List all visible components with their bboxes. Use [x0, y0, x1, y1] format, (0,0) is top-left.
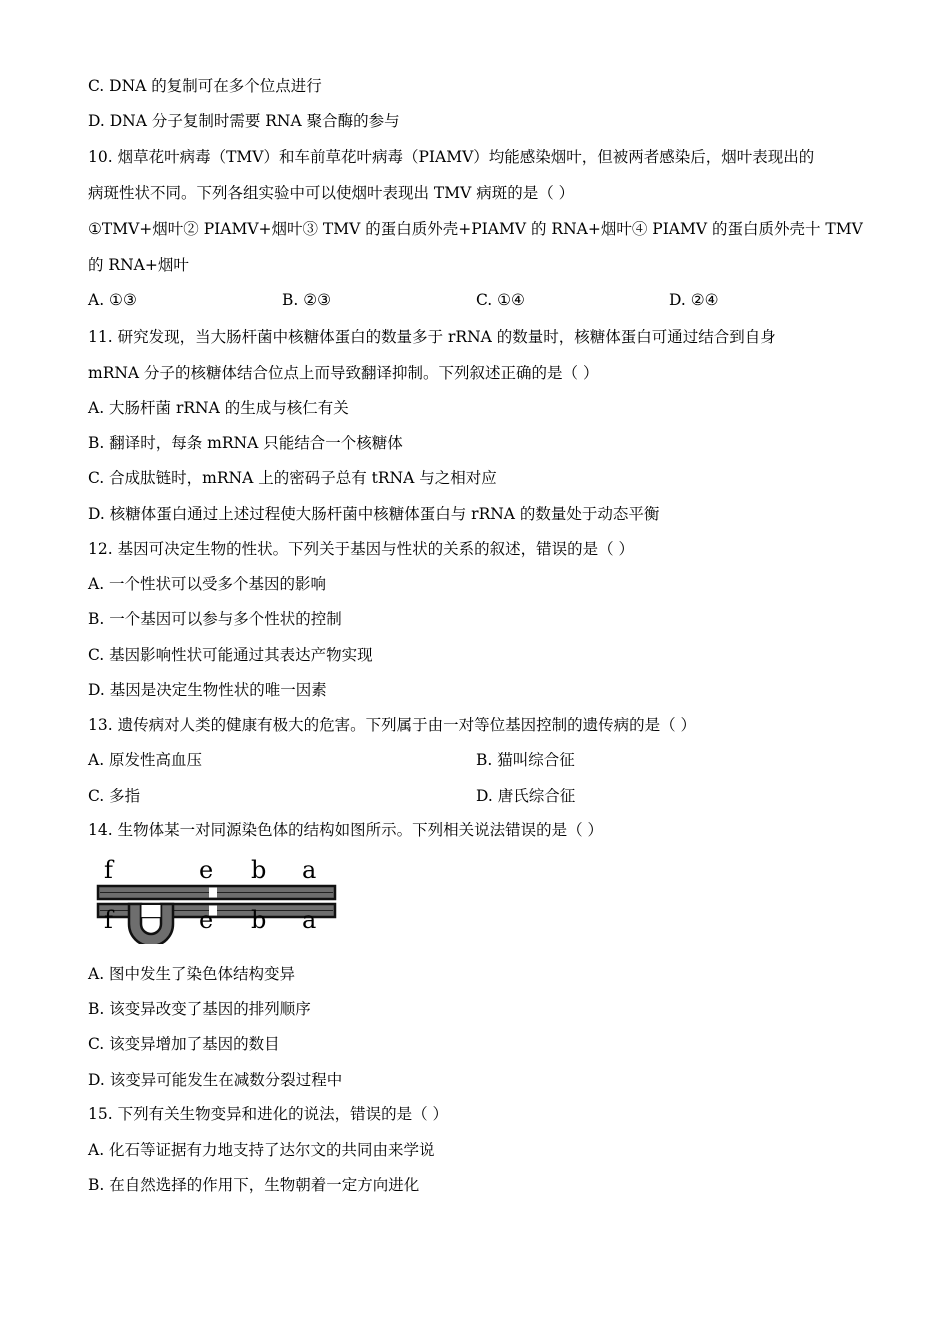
- chromosome-diagram: [96, 852, 341, 944]
- q15-option-b: B. 在自然选择的作用下，生物朝着一定方向进化: [88, 1176, 420, 1194]
- q10-option-d: D. ②④: [669, 291, 719, 309]
- top-label-b: b: [251, 856, 267, 884]
- top-label-a: a: [302, 856, 317, 884]
- q14-option-b: B. 该变异改变了基因的排列顺序: [88, 1000, 311, 1018]
- q12-option-c: C. 基因影响性状可能通过其表达产物实现: [88, 646, 373, 664]
- q12-option-d: D. 基因是决定生物性状的唯一因素: [88, 681, 327, 699]
- q15-option-a: A. 化石等证据有力地支持了达尔文的共同由来学说: [88, 1141, 435, 1159]
- q10-option-a: A. ①③: [88, 291, 137, 309]
- q11-option-b: B. 翻译时，每条 mRNA 只能结合一个核糖体: [88, 434, 403, 452]
- q13-option-a: A. 原发性高血压: [88, 751, 203, 769]
- q14-option-d: D. 该变异可能发生在减数分裂过程中: [88, 1071, 343, 1089]
- q15-stem: 15. 下列有关生物变异和进化的说法，错误的是（ ）: [88, 1105, 449, 1123]
- top-chromosome: [98, 886, 335, 899]
- q10-stem-line2: 病斑性状不同。下列各组实验中可以使烟叶表现出 TMV 病斑的是（ ）: [88, 184, 575, 202]
- q10-option-b: B. ②③: [282, 291, 332, 309]
- q13-option-d: D. 唐氏综合征: [476, 787, 576, 805]
- q12-option-b: B. 一个基因可以参与多个性状的控制: [88, 610, 342, 628]
- bottom-chromosome: [98, 904, 335, 944]
- q10-items-line1: ①TMV+烟叶② PIAMV+烟叶③ TMV 的蛋白质外壳+PIAMV 的 RNA+烟叶④ PIAMV 的蛋白质外壳十 TMV: [88, 220, 863, 238]
- top-label-e: e: [199, 856, 214, 884]
- bottom-label-e: e: [199, 906, 214, 934]
- bottom-label-b: b: [251, 906, 267, 934]
- q14-option-a: A. 图中发生了染色体结构变异: [88, 965, 296, 983]
- bottom-label-a: a: [302, 906, 317, 934]
- bottom-label-f: f: [104, 906, 113, 934]
- q11-option-d: D. 核糖体蛋白通过上述过程使大肠杆菌中核糖体蛋白与 rRNA 的数量处于动态平衡: [88, 505, 660, 523]
- q11-stem-line1: 11. 研究发现，当大肠杆菌中核糖体蛋白的数量多于 rRNA 的数量时，核糖体蛋白可通过结合到自身: [88, 328, 776, 346]
- top-label-f: f: [104, 856, 113, 884]
- q14-option-c: C. 该变异增加了基因的数目: [88, 1035, 280, 1053]
- q11-option-c: C. 合成肽链时，mRNA 上的密码子总有 tRNA 与之相对应: [88, 469, 497, 487]
- q12-stem: 12. 基因可决定生物的性状。下列关于基因与性状的关系的叙述，错误的是（ ）: [88, 540, 635, 558]
- q12-option-a: A. 一个性状可以受多个基因的影响: [88, 575, 327, 593]
- q10-option-c: C. ①④: [476, 291, 525, 309]
- q11-option-a: A. 大肠杆菌 rRNA 的生成与核仁有关: [88, 399, 349, 417]
- q13-stem: 13. 遗传病对人类的健康有极大的危害。下列属于由一对等位基因控制的遗传病的是（ ）: [88, 716, 697, 734]
- top-centromere: [209, 888, 217, 898]
- q9-option-c: C. DNA 的复制可在多个位点进行: [88, 77, 322, 95]
- q9-option-d: D. DNA 分子复制时需要 RNA 聚合酶的参与: [88, 112, 400, 130]
- q10-items-line2: 的 RNA+烟叶: [88, 256, 189, 274]
- q13-option-c: C. 多指: [88, 787, 141, 805]
- q10-stem-line1: 10. 烟草花叶病毒（TMV）和车前草花叶病毒（PIAMV）均能感染烟叶，但被两者感染后，烟叶表现出的: [88, 148, 815, 166]
- q13-option-b: B. 猫叫综合征: [476, 751, 575, 769]
- q11-stem-line2: mRNA 分子的核糖体结合位点上而导致翻译抑制。下列叙述正确的是（ ）: [88, 364, 599, 382]
- q14-stem: 14. 生物体某一对同源染色体的结构如图所示。下列相关说法错误的是（ ）: [88, 821, 604, 839]
